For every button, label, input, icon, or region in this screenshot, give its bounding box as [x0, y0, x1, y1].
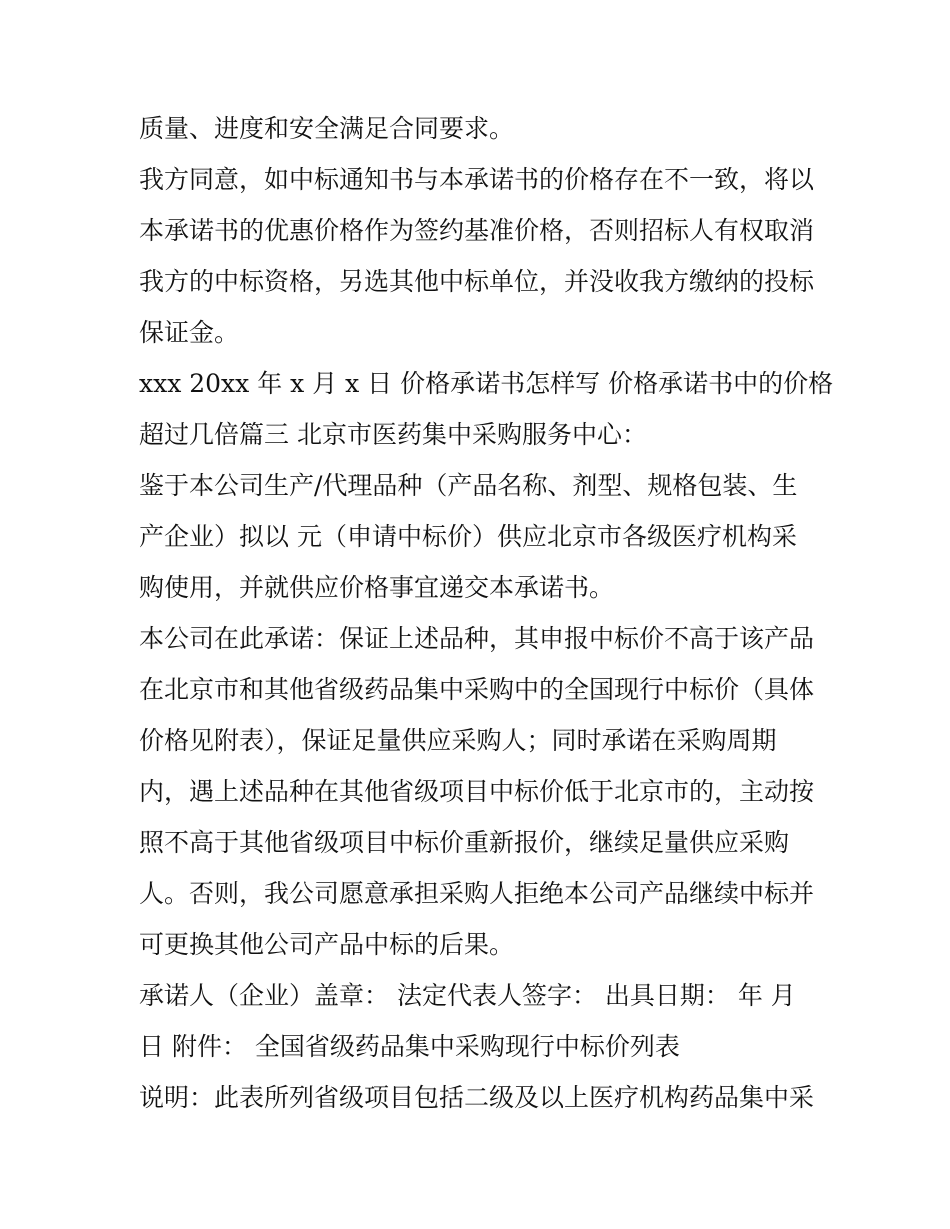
- text-line: 在北京市和其他省级药品集中采购中的全国现行中标价（具体: [139, 675, 815, 704]
- document-body: [139, 103, 834, 1123]
- text-line: 承诺人（企业）盖章： 法定代表人签字： 出具日期： 年 月: [139, 981, 796, 1010]
- text-line: 内，遇上述品种在其他省级项目中标价低于北京市的，主动按: [139, 777, 815, 806]
- text-line: 本承诺书的优惠价格作为签约基准价格，否则招标人有权取消: [139, 216, 815, 245]
- text-line: 购使用，并就供应价格事宜递交本承诺书。: [139, 573, 615, 602]
- text-line: 说明：此表所列省级项目包括二级及以上医疗机构药品集中采: [139, 1083, 815, 1112]
- text-line: xxx 20xx 年 x 月 x 日 价格承诺书怎样写 价格承诺书中的价格: [139, 369, 834, 398]
- text-line: 可更换其他公司产品中标的后果。: [139, 930, 515, 959]
- text-line: 超过几倍篇三 北京市医药集中采购服务中心：: [139, 420, 647, 449]
- text-line: 照不高于其他省级项目中标价重新报价，继续足量供应采购: [139, 828, 790, 857]
- text-line: 我方同意，如中标通知书与本承诺书的价格存在不一致，将以: [139, 165, 815, 194]
- text-line: 产企业）拟以 元（申请中标价）供应北京市各级医疗机构采: [139, 522, 797, 551]
- text-line: 本公司在此承诺：保证上述品种，其申报中标价不高于该产品: [139, 624, 815, 653]
- text-line: 鉴于本公司生产/代理品种（产品名称、剂型、规格包装、生: [139, 471, 798, 500]
- text-line: 人。否则，我公司愿意承担采购人拒绝本公司产品继续中标并: [139, 879, 815, 908]
- text-line: 保证金。: [139, 318, 240, 347]
- text-line: 我方的中标资格，另选其他中标单位，并没收我方缴纳的投标: [139, 267, 815, 296]
- text-line: 日 附件： 全国省级药品集中采购现行中标价列表: [139, 1032, 680, 1061]
- text-line: 质量、进度和安全满足合同要求。: [139, 114, 515, 143]
- text-line: 价格见附表），保证足量供应采购人；同时承诺在采购周期: [139, 726, 777, 755]
